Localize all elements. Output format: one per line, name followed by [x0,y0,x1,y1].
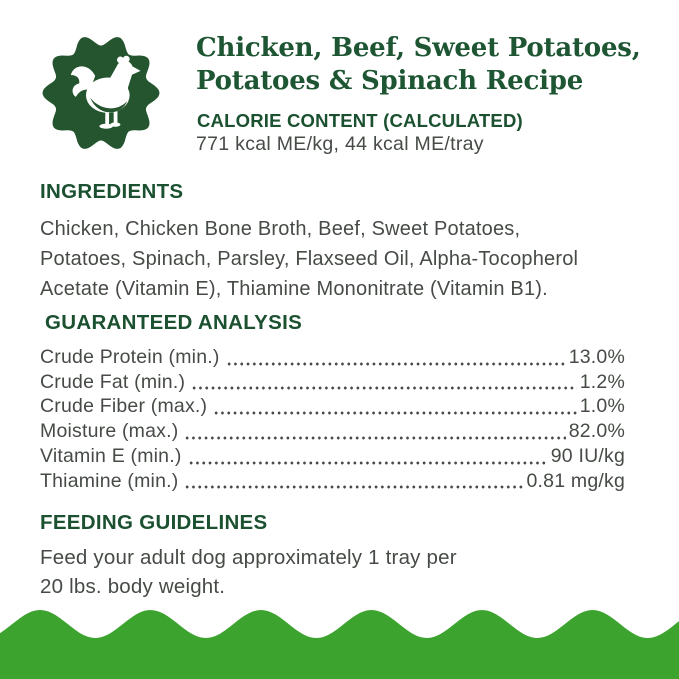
nutrient-label: Vitamin E (min.) [40,444,182,467]
table-row [40,444,625,469]
ingredients-heading: INGREDIENTS [40,180,184,203]
dot-leader-icon [191,386,577,390]
ingredients-line-1: Chicken, Chicken Bone Broth, Beef, Sweet Potatoes, [40,218,521,240]
nutrient-value: 82.0% [568,420,625,443]
table-row [40,345,625,370]
dot-leader-icon [184,485,523,489]
feeding-guidelines-text [40,544,457,601]
feeding-guidelines-line-2: 20 lbs. body weight. [40,574,226,598]
calorie-content-heading: CALORIE CONTENT (CALCULATED) [197,110,523,131]
wave-border [0,600,679,679]
guaranteed-analysis-table [40,345,625,493]
nutrient-label: Thiamine (min.) [40,469,179,492]
nutrient-value: 1.0% [579,395,625,418]
nutrient-label: Moisture (max.) [40,420,179,443]
ingredients-section [40,180,578,304]
table-row [40,469,625,494]
nutrient-value: 1.2% [579,370,625,393]
ingredients-line-3: Acetate (Vitamin E), Thiamine Mononitrate (Vitamin B1). [40,278,548,300]
table-row [40,419,625,444]
nutrient-label: Crude Fiber (max.) [40,395,208,418]
guaranteed-analysis-heading: GUARANTEED ANALYSIS [45,311,303,334]
nutrient-value: 0.81 mg/kg [526,469,625,492]
recipe-title-line-2: Potatoes & Spinach Recipe [196,66,584,96]
feeding-guidelines-heading: FEEDING GUIDELINES [40,511,268,534]
dot-leader-icon [226,362,566,366]
chicken-badge [16,18,186,188]
ingredients-text [40,214,578,304]
wave-shape [0,610,679,679]
dot-leader-icon [184,436,565,440]
recipe-title-line-1: Chicken, Beef, Sweet Potatoes, [196,33,641,63]
table-row [40,370,625,395]
feeding-guidelines-line-1: Feed your adult dog approximately 1 tray per [40,546,457,569]
recipe-title [196,32,641,98]
nutrient-value: 13.0% [568,346,625,368]
nutrient-label: Crude Fat (min.) [40,370,186,393]
dot-leader-icon [188,461,548,465]
calorie-content-value: 771 kcal ME/kg, 44 kcal ME/tray [196,133,484,155]
feeding-guidelines-section [40,511,457,601]
nutrient-value: 90 IU/kg [550,444,625,467]
nutrient-label: Crude Protein (min.) [40,346,220,368]
table-row [40,394,625,419]
dot-leader-icon [213,411,577,415]
guaranteed-analysis-section [40,311,625,493]
ingredients-line-2: Potatoes, Spinach, Parsley, Flaxseed Oil, Alpha-Tocopherol [40,248,579,270]
